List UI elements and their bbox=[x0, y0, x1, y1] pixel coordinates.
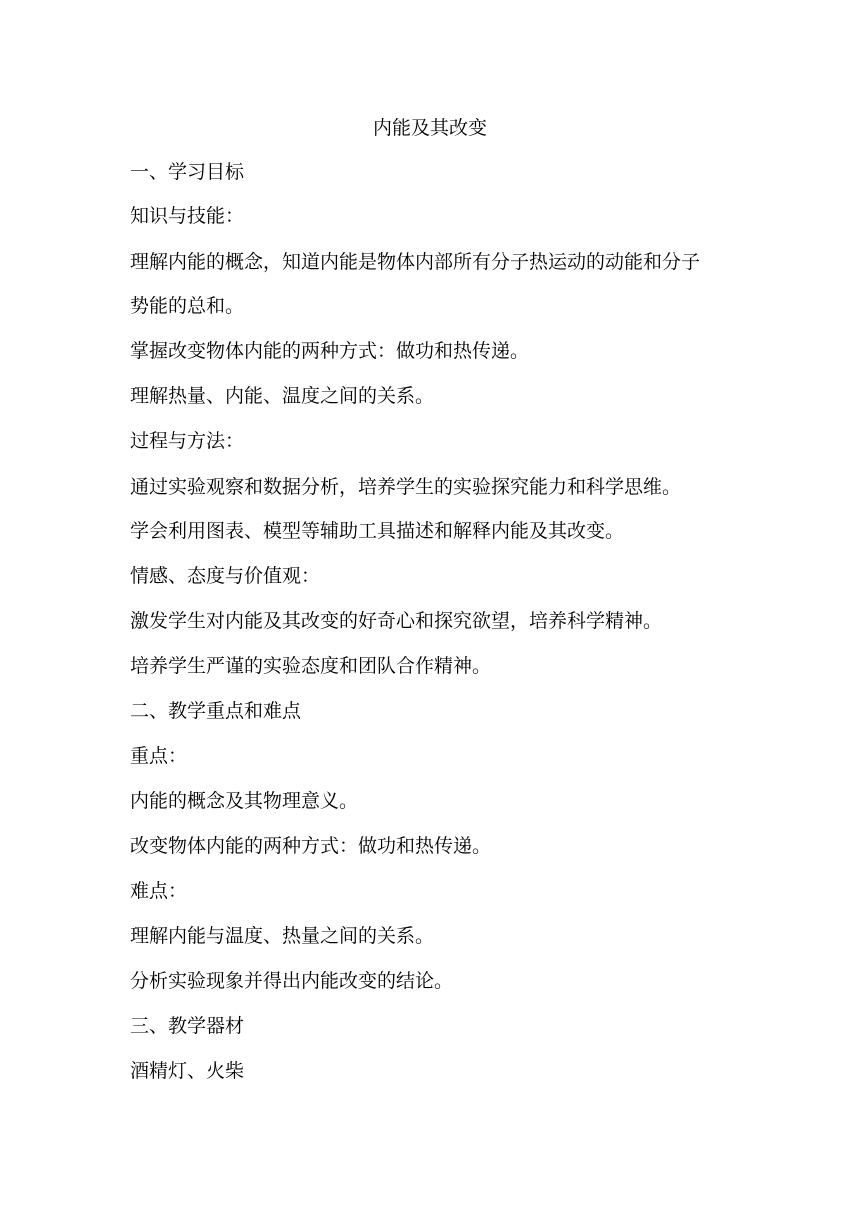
paragraph-line: 学会利用图表、模型等辅助工具描述和解释内能及其改变。 bbox=[130, 520, 625, 542]
paragraph-line: 势能的总和。 bbox=[130, 295, 245, 317]
paragraph-line: 内能的概念及其物理意义。 bbox=[130, 790, 359, 812]
paragraph-line: 理解内能的概念，知道内能是物体内部所有分子热运动的动能和分子 bbox=[130, 251, 701, 273]
paragraph-line: 掌握改变物体内能的两种方式：做功和热传递。 bbox=[130, 340, 530, 362]
section-heading-key-points: 二、教学重点和难点 bbox=[130, 700, 302, 722]
subheading-key-points: 重点： bbox=[130, 745, 188, 767]
subheading-attitudes-values: 情感、态度与价值观： bbox=[130, 565, 321, 587]
paragraph-line: 培养学生严谨的实验态度和团队合作精神。 bbox=[130, 655, 492, 677]
paragraph-line: 激发学生对内能及其改变的好奇心和探究欲望，培养科学精神。 bbox=[130, 610, 663, 632]
paragraph-line: 分析实验现象并得出内能改变的结论。 bbox=[130, 970, 454, 992]
section-heading-learning-goals: 一、学习目标 bbox=[130, 161, 245, 183]
paragraph-line: 改变物体内能的两种方式：做功和热传递。 bbox=[130, 835, 492, 857]
paragraph-line: 通过实验观察和数据分析，培养学生的实验探究能力和科学思维。 bbox=[130, 476, 682, 498]
document-title: 内能及其改变 bbox=[372, 117, 487, 139]
subheading-difficulties: 难点： bbox=[130, 880, 188, 902]
subheading-knowledge-skills: 知识与技能： bbox=[130, 205, 245, 227]
subheading-process-methods: 过程与方法： bbox=[130, 430, 245, 452]
paragraph-line: 理解热量、内能、温度之间的关系。 bbox=[130, 385, 435, 407]
section-heading-equipment: 三、教学器材 bbox=[130, 1015, 245, 1037]
paragraph-line: 理解内能与温度、热量之间的关系。 bbox=[130, 925, 435, 947]
paragraph-line: 酒精灯、火柴 bbox=[130, 1060, 245, 1082]
